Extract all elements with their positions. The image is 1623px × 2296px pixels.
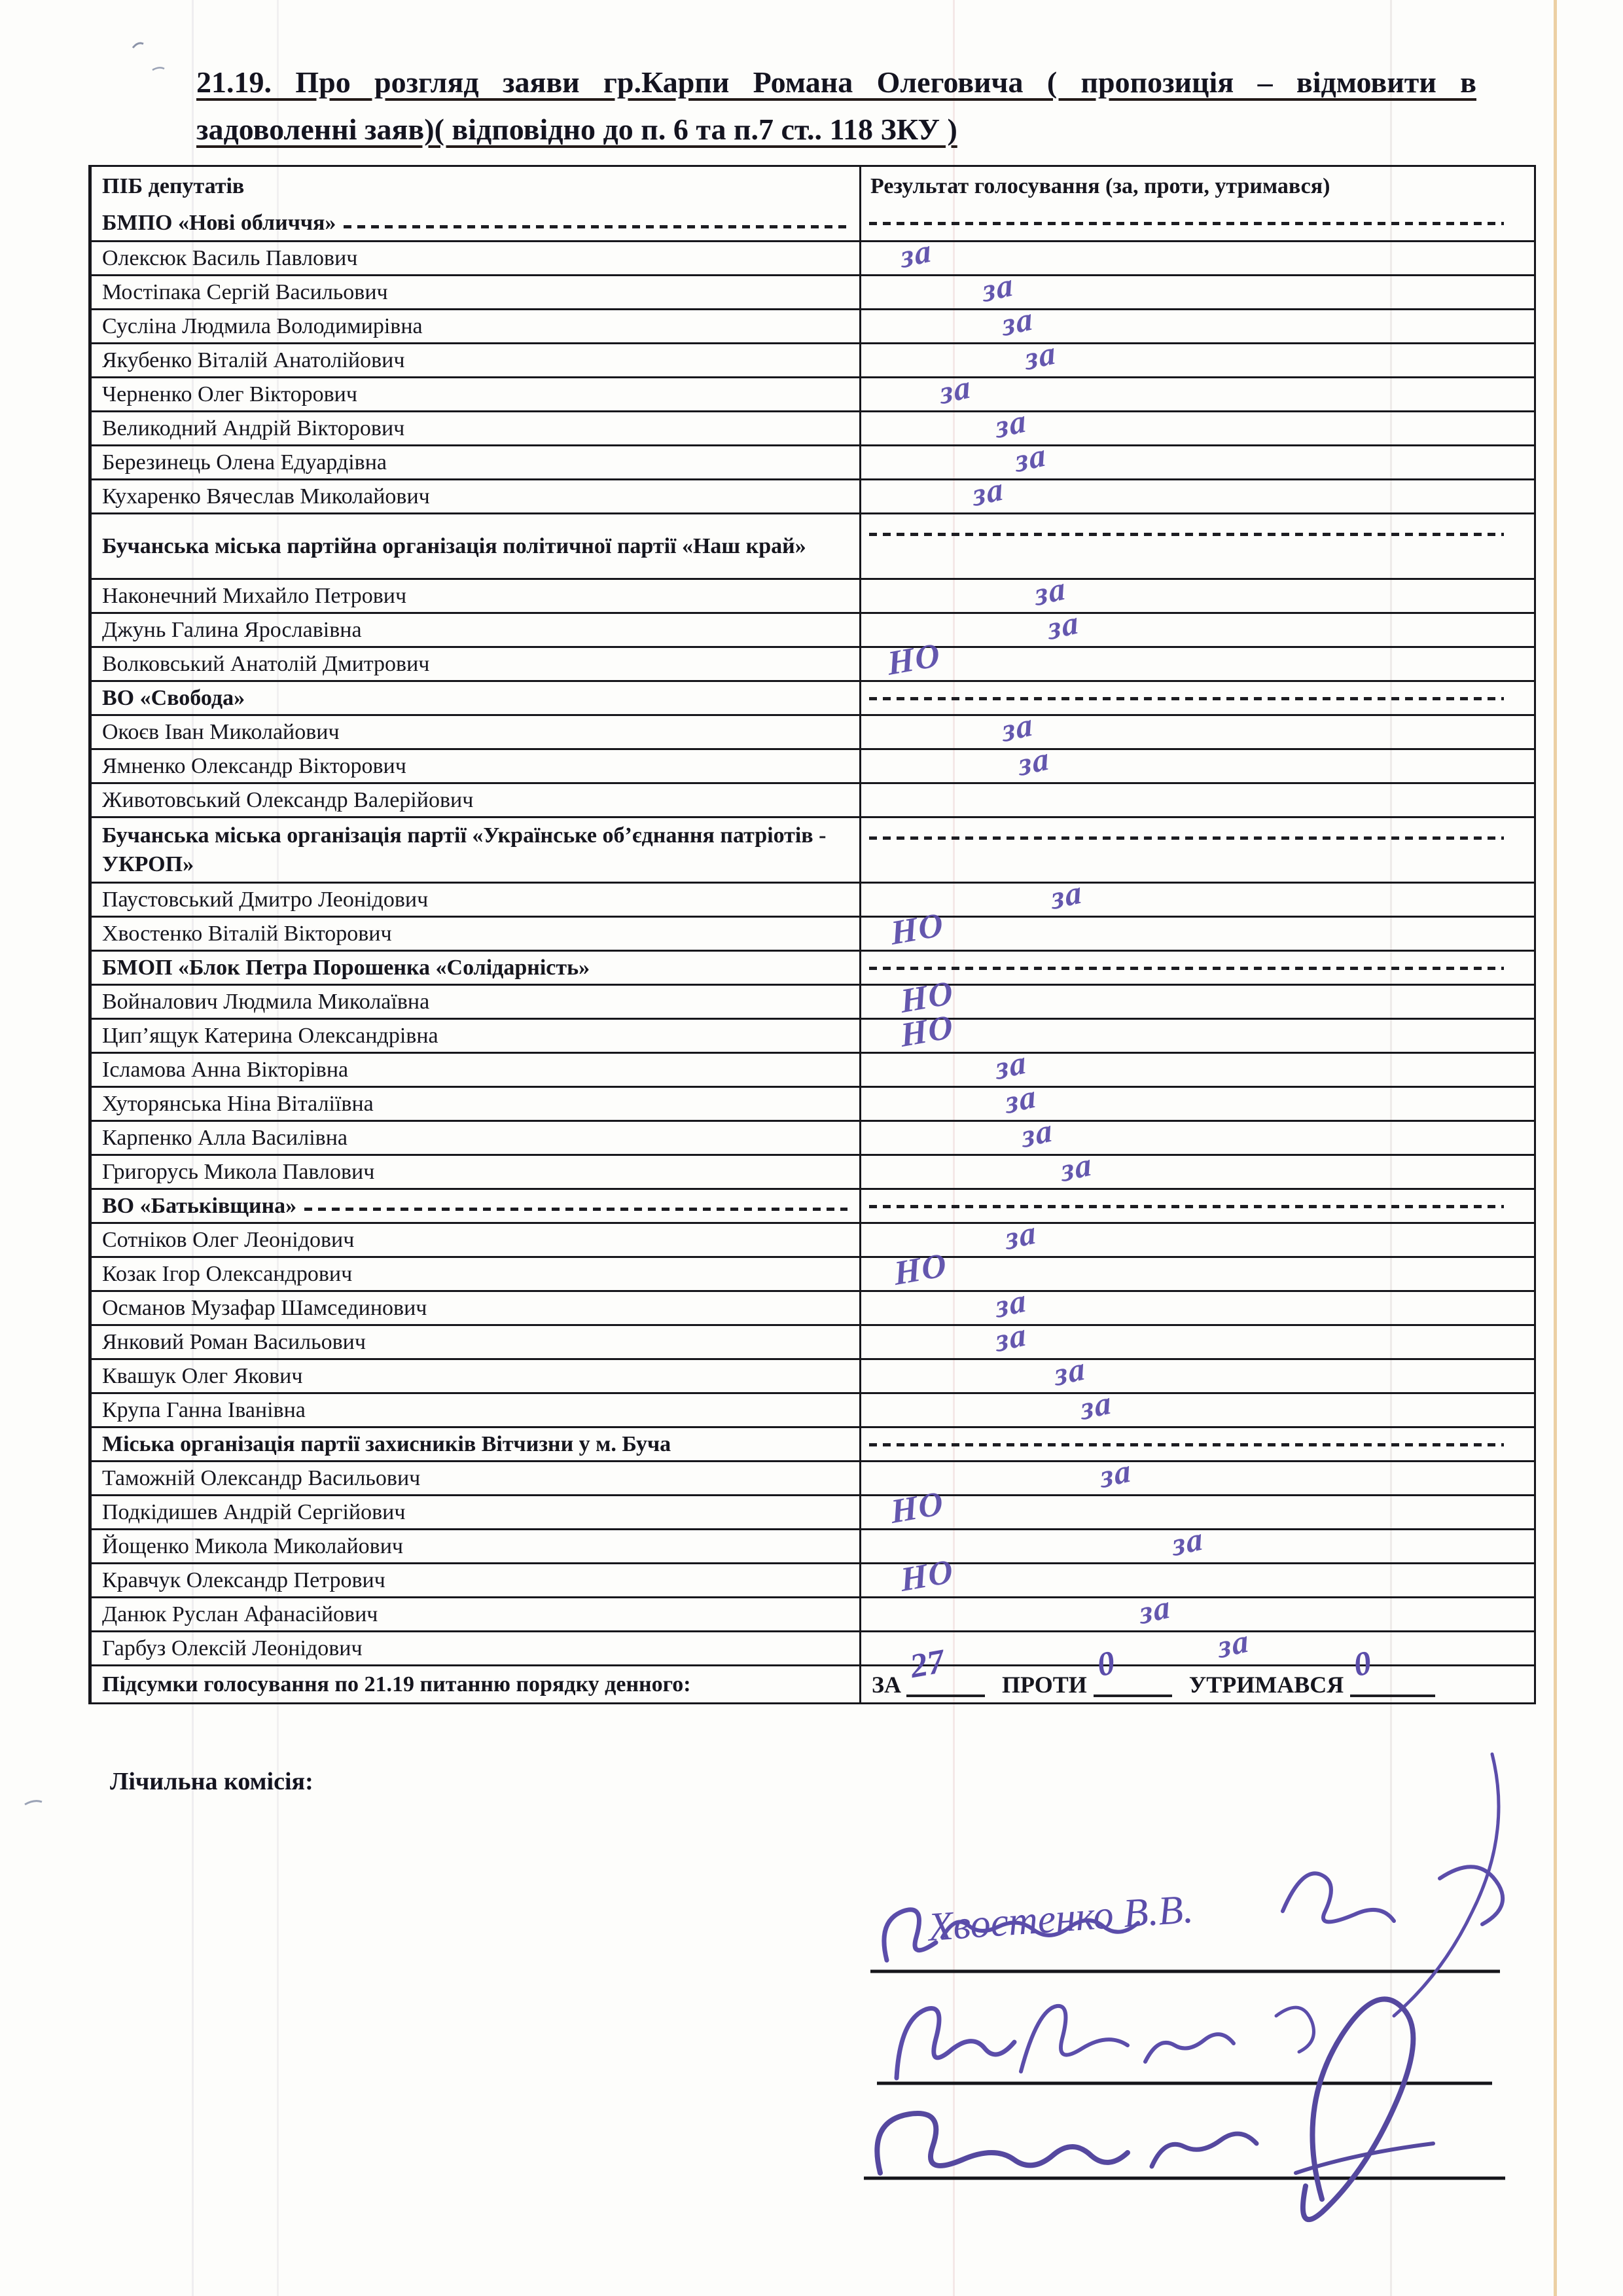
deputy-name: Животовський Олександр Валерійович	[102, 787, 474, 812]
deputy-cell	[92, 1632, 859, 1664]
table-row	[92, 1451, 1534, 1496]
table-row	[92, 1111, 1534, 1155]
result-cell	[859, 299, 1534, 344]
handwritten-vote-mark: за	[1020, 1111, 1055, 1155]
deputy-cell	[92, 378, 859, 410]
table-row	[92, 265, 1534, 310]
header-col-deputies: ПІБ депутатів	[102, 174, 245, 198]
dash-filler	[304, 1208, 847, 1211]
result-cell	[859, 682, 1534, 714]
handwritten-vote-mark: за	[1003, 1213, 1039, 1257]
table-row	[92, 1213, 1534, 1257]
deputy-cell	[92, 1530, 859, 1562]
deputy-name: Цип’ящук Катерина Олександрівна	[102, 1023, 438, 1048]
dash-filler	[869, 967, 1504, 970]
table-row	[92, 299, 1534, 344]
handwritten-vote-mark: за	[993, 1281, 1029, 1325]
handwritten-vote-mark: НО	[899, 1552, 956, 1600]
handwritten-vote-mark: за	[1049, 872, 1084, 917]
deputy-cell	[92, 1292, 859, 1324]
handwritten-vote-mark: за	[1059, 1145, 1094, 1189]
proty-blank	[1094, 1643, 1172, 1697]
deputy-name: Таможній Олександр Васильович	[102, 1465, 421, 1490]
deputy-name: Данюк Руслан Афанасійович	[102, 1602, 378, 1626]
handwritten-vote-mark: НО	[899, 973, 956, 1021]
deputy-cell	[92, 480, 859, 512]
table-row	[92, 401, 1534, 446]
result-cell	[859, 739, 1534, 783]
summary-label: Підсумки голосування по 21.19 питанню порядку денного:	[102, 1672, 691, 1696]
pencil-mark	[20, 1790, 72, 1816]
result-cell	[859, 1213, 1534, 1257]
deputy-cell	[92, 242, 859, 274]
utrymavsia-label: УТРИМАВСЯ	[1188, 1671, 1344, 1698]
result-cell	[859, 1043, 1534, 1087]
party-name: БМОП «Блок Петра Порошенка «Солідарність»	[102, 955, 590, 980]
result-cell	[859, 952, 1534, 984]
signature-2-ink	[897, 2006, 1314, 2078]
table-row	[92, 705, 1534, 749]
deputy-cell	[92, 412, 859, 444]
result-cell	[859, 818, 1534, 882]
deputy-cell	[92, 310, 859, 342]
deputy-name: Джунь Галина Ярославівна	[102, 617, 362, 642]
voting-table	[88, 165, 1536, 1704]
table-row	[92, 816, 1534, 882]
result-cell	[859, 1246, 1534, 1293]
handwritten-vote-mark: НО	[885, 636, 943, 683]
table-row	[92, 469, 1534, 514]
deputy-cell	[92, 1496, 859, 1528]
result-cell	[859, 435, 1534, 480]
result-cell	[859, 569, 1534, 613]
handwritten-vote-mark: за	[993, 1315, 1029, 1359]
deputy-cell	[92, 1360, 859, 1392]
result-cell	[859, 401, 1534, 446]
table-row	[92, 1552, 1534, 1600]
dash-filler	[869, 533, 1504, 536]
table-row	[92, 1246, 1534, 1293]
party-cell	[92, 206, 859, 240]
signature-1-ink	[884, 1754, 1503, 2016]
deputy-name: Ісламова Анна Вікторівна	[102, 1057, 349, 1082]
party-cell	[92, 952, 859, 984]
signature-3-ink	[877, 1999, 1433, 2219]
deputy-cell	[92, 716, 859, 748]
party-cell	[92, 1428, 859, 1460]
table-row	[92, 231, 1534, 276]
handwritten-vote-mark: НО	[889, 1484, 946, 1532]
table-row	[92, 1484, 1534, 1532]
za-blank	[906, 1642, 985, 1697]
table-row	[92, 435, 1534, 480]
deputy-cell	[92, 1394, 859, 1426]
deputy-name: Сусліна Людмила Володимирівна	[102, 314, 423, 338]
table-row	[92, 1145, 1534, 1189]
deputy-cell	[92, 1156, 859, 1188]
result-cell	[859, 514, 1534, 578]
deputy-name: Хвостенко Віталій Вікторович	[102, 921, 392, 946]
table-row	[92, 905, 1534, 953]
deputy-cell	[92, 1598, 859, 1630]
result-cell	[859, 1281, 1534, 1325]
result-cell	[859, 784, 1534, 816]
dash-filler	[869, 1205, 1504, 1208]
deputy-name: Березинець Олена Едуардівна	[102, 450, 387, 475]
title-line-1: 21.19. Про розгляд заяви гр.Карпи Романа Олеговича ( пропозиція – відмовити в	[196, 65, 1476, 99]
result-cell	[859, 469, 1534, 514]
deputy-cell	[92, 918, 859, 950]
deputy-name: Крупа Ганна Іванівна	[102, 1397, 306, 1422]
handwritten-vote-mark: за	[1033, 569, 1068, 613]
result-cell	[859, 636, 1534, 683]
deputy-cell	[92, 1122, 859, 1154]
result-cell	[859, 1145, 1534, 1189]
title-line-2: задоволенні заяв)( відповідно до п. 6 та п.7 ст.. 118 ЗКУ )	[196, 113, 957, 146]
table-row	[92, 872, 1534, 917]
dash-filler	[869, 222, 1504, 225]
handwritten-vote-mark: за	[1000, 705, 1035, 749]
result-cell	[859, 1451, 1534, 1496]
handwritten-vote-mark: за	[1046, 603, 1081, 647]
deputy-cell	[92, 580, 859, 612]
deputy-cell	[92, 986, 859, 1018]
deputy-name: Подкідишев Андрій Сергійович	[102, 1499, 406, 1524]
deputy-cell	[92, 1054, 859, 1086]
deputy-name: Волковський Анатолій Дмитрович	[102, 651, 430, 676]
document-title	[196, 59, 1476, 153]
table-row	[92, 569, 1534, 613]
deputy-name: Великодний Андрій Вікторович	[102, 416, 405, 440]
table-header-row	[92, 167, 1534, 206]
party-name: ВО «Свобода»	[102, 685, 245, 710]
table-row	[92, 206, 1534, 240]
deputy-name: Паустовський Дмитро Леонідович	[102, 887, 429, 912]
result-cell	[859, 265, 1534, 310]
handwritten-utrymavsia-count: 0	[1351, 1643, 1374, 1684]
handwritten-vote-mark: за	[1016, 739, 1052, 783]
handwritten-vote-mark: за	[971, 469, 1006, 514]
deputy-cell	[92, 344, 859, 376]
deputy-cell	[92, 1564, 859, 1596]
deputy-cell	[92, 276, 859, 308]
deputy-cell	[92, 1020, 859, 1052]
handwritten-vote-mark: НО	[892, 1246, 950, 1293]
deputy-cell	[92, 1462, 859, 1494]
result-cell	[859, 973, 1534, 1021]
handwritten-za-count: 27	[907, 1642, 948, 1685]
dash-filler	[869, 1443, 1504, 1446]
party-name: Бучанська міська партійна організація політичної партії «Наш край»	[102, 533, 806, 558]
dash-filler	[344, 225, 847, 228]
deputy-cell	[92, 750, 859, 782]
table-row	[92, 1519, 1534, 1564]
handwritten-vote-mark: за	[1052, 1349, 1088, 1393]
handwritten-vote-mark: за	[1098, 1451, 1133, 1496]
deputy-name: Войналович Людмила Миколаївна	[102, 989, 430, 1014]
deputy-name: Ямненко Олександр Вікторович	[102, 753, 406, 778]
table-row	[92, 1007, 1534, 1055]
table-row	[92, 1587, 1534, 1632]
deputy-cell	[92, 1224, 859, 1256]
result-cell	[859, 1621, 1534, 1666]
deputy-cell	[92, 614, 859, 646]
table-row	[92, 512, 1534, 578]
result-cell	[859, 1519, 1534, 1564]
dash-filler	[869, 836, 1504, 840]
proty-label: ПРОТИ	[1002, 1671, 1087, 1698]
party-name: БМПО «Нові обличчя»	[102, 211, 336, 235]
party-cell	[92, 1190, 859, 1222]
table-row	[92, 1383, 1534, 1427]
result-cell	[859, 872, 1534, 917]
handwritten-vote-mark: за	[993, 1043, 1029, 1087]
table-row	[92, 603, 1534, 647]
handwritten-vote-mark: за	[1000, 299, 1035, 344]
party-cell	[92, 682, 859, 714]
handwritten-vote-mark: за	[1137, 1587, 1173, 1632]
deputy-cell	[92, 648, 859, 680]
table-row	[92, 1281, 1534, 1325]
handwritten-vote-mark: за	[938, 367, 973, 412]
deputy-name: Янковий Роман Васильович	[102, 1329, 366, 1354]
table-row	[92, 1043, 1534, 1087]
counting-commission-label: Лічильна комісія:	[110, 1768, 313, 1795]
deputy-name: Гарбуз Олексій Леонідович	[102, 1636, 363, 1660]
deputy-name: Козак Ігор Олександрович	[102, 1261, 353, 1286]
handwritten-vote-mark: НО	[889, 905, 946, 953]
result-cell	[859, 206, 1534, 240]
table-row	[92, 367, 1534, 412]
result-cell	[859, 367, 1534, 412]
deputy-name: Окоєв Іван Миколайович	[102, 719, 340, 744]
utrymavsia-blank	[1350, 1643, 1435, 1697]
deputy-name: Карпенко Алла Василівна	[102, 1125, 348, 1150]
deputy-name: Якубенко Віталій Анатолійович	[102, 348, 405, 372]
handwritten-vote-mark: за	[1079, 1383, 1114, 1427]
deputy-cell	[92, 884, 859, 916]
deputy-name: Сотніков Олег Леонідович	[102, 1227, 355, 1252]
result-cell	[859, 1007, 1534, 1055]
handwritten-proty-count: 0	[1094, 1643, 1118, 1684]
result-cell	[859, 1190, 1534, 1222]
result-cell	[859, 1111, 1534, 1155]
handwritten-vote-mark: за	[1023, 333, 1058, 378]
za-label: ЗА	[872, 1671, 901, 1698]
party-name: Міська організація партії захисників Вітчизни у м. Буча	[102, 1431, 671, 1456]
deputy-name: Черненко Олег Вікторович	[102, 382, 357, 406]
table-row	[92, 950, 1534, 984]
table-row	[92, 636, 1534, 683]
table-body	[92, 206, 1534, 1664]
table-row	[92, 739, 1534, 783]
handwritten-vote-mark: за	[899, 231, 934, 276]
result-cell	[859, 1552, 1534, 1600]
result-cell	[859, 1077, 1534, 1121]
table-row	[92, 1188, 1534, 1222]
party-name: Бучанська міська організація партії «Українське об’єднання патріотів - УКРОП»	[102, 823, 827, 876]
table-row	[92, 1315, 1534, 1359]
table-row	[92, 1349, 1534, 1393]
handwritten-vote-mark: за	[993, 401, 1029, 446]
handwritten-vote-mark: за	[1003, 1077, 1039, 1121]
deputy-name: Григорусь Микола Павлович	[102, 1159, 375, 1184]
pencil-mark	[121, 36, 180, 82]
signatures-block	[589, 1715, 1610, 2238]
table-row	[92, 1426, 1534, 1460]
table-row	[92, 782, 1534, 816]
deputy-name: Османов Музафар Шамсединович	[102, 1295, 427, 1320]
deputy-name: Мостіпака Сергій Васильович	[102, 279, 388, 304]
table-row	[92, 333, 1534, 378]
party-name: ВО «Батьківщина»	[102, 1193, 297, 1218]
summary-results	[859, 1642, 1534, 1702]
table-row	[92, 1077, 1534, 1121]
handwritten-vote-mark: НО	[899, 1007, 956, 1055]
handwritten-vote-mark: за	[1216, 1621, 1251, 1666]
result-cell	[859, 1349, 1534, 1393]
result-cell	[859, 603, 1534, 647]
result-cell	[859, 705, 1534, 749]
deputy-name: Наконечний Михайло Петрович	[102, 583, 407, 608]
result-cell	[859, 1587, 1534, 1632]
deputy-name: Квашук Олег Якович	[102, 1363, 303, 1388]
deputy-cell	[92, 1088, 859, 1120]
handwritten-vote-mark: за	[980, 265, 1016, 310]
deputy-name: Олексюк Василь Павлович	[102, 245, 358, 270]
deputy-cell	[92, 784, 859, 816]
deputy-cell	[92, 1326, 859, 1358]
dash-filler	[869, 697, 1504, 700]
result-cell	[859, 1383, 1534, 1427]
table-row	[92, 680, 1534, 714]
table-row	[92, 973, 1534, 1021]
deputy-name: Кухаренко Вячеслав Миколайович	[102, 484, 430, 509]
header-col-result: Результат голосування (за, проти, утримався)	[859, 167, 1534, 206]
handwritten-vote-mark: за	[1170, 1519, 1205, 1564]
handwritten-vote-mark: за	[1013, 435, 1048, 480]
deputy-name: Хуторянська Ніна Віталіївна	[102, 1091, 374, 1116]
table-row	[92, 1621, 1534, 1666]
result-cell	[859, 1428, 1534, 1460]
result-cell	[859, 905, 1534, 953]
deputy-name: Йощенко Микола Миколайович	[102, 1534, 404, 1558]
result-cell	[859, 1315, 1534, 1359]
party-cell	[92, 514, 859, 578]
deputy-name: Кравчук Олександр Петрович	[102, 1568, 385, 1592]
result-cell	[859, 231, 1534, 276]
deputy-cell	[92, 446, 859, 478]
deputy-cell	[92, 1258, 859, 1290]
party-cell	[92, 818, 859, 882]
signature-1-name: Хвостенко В.В.	[927, 1886, 1195, 1950]
